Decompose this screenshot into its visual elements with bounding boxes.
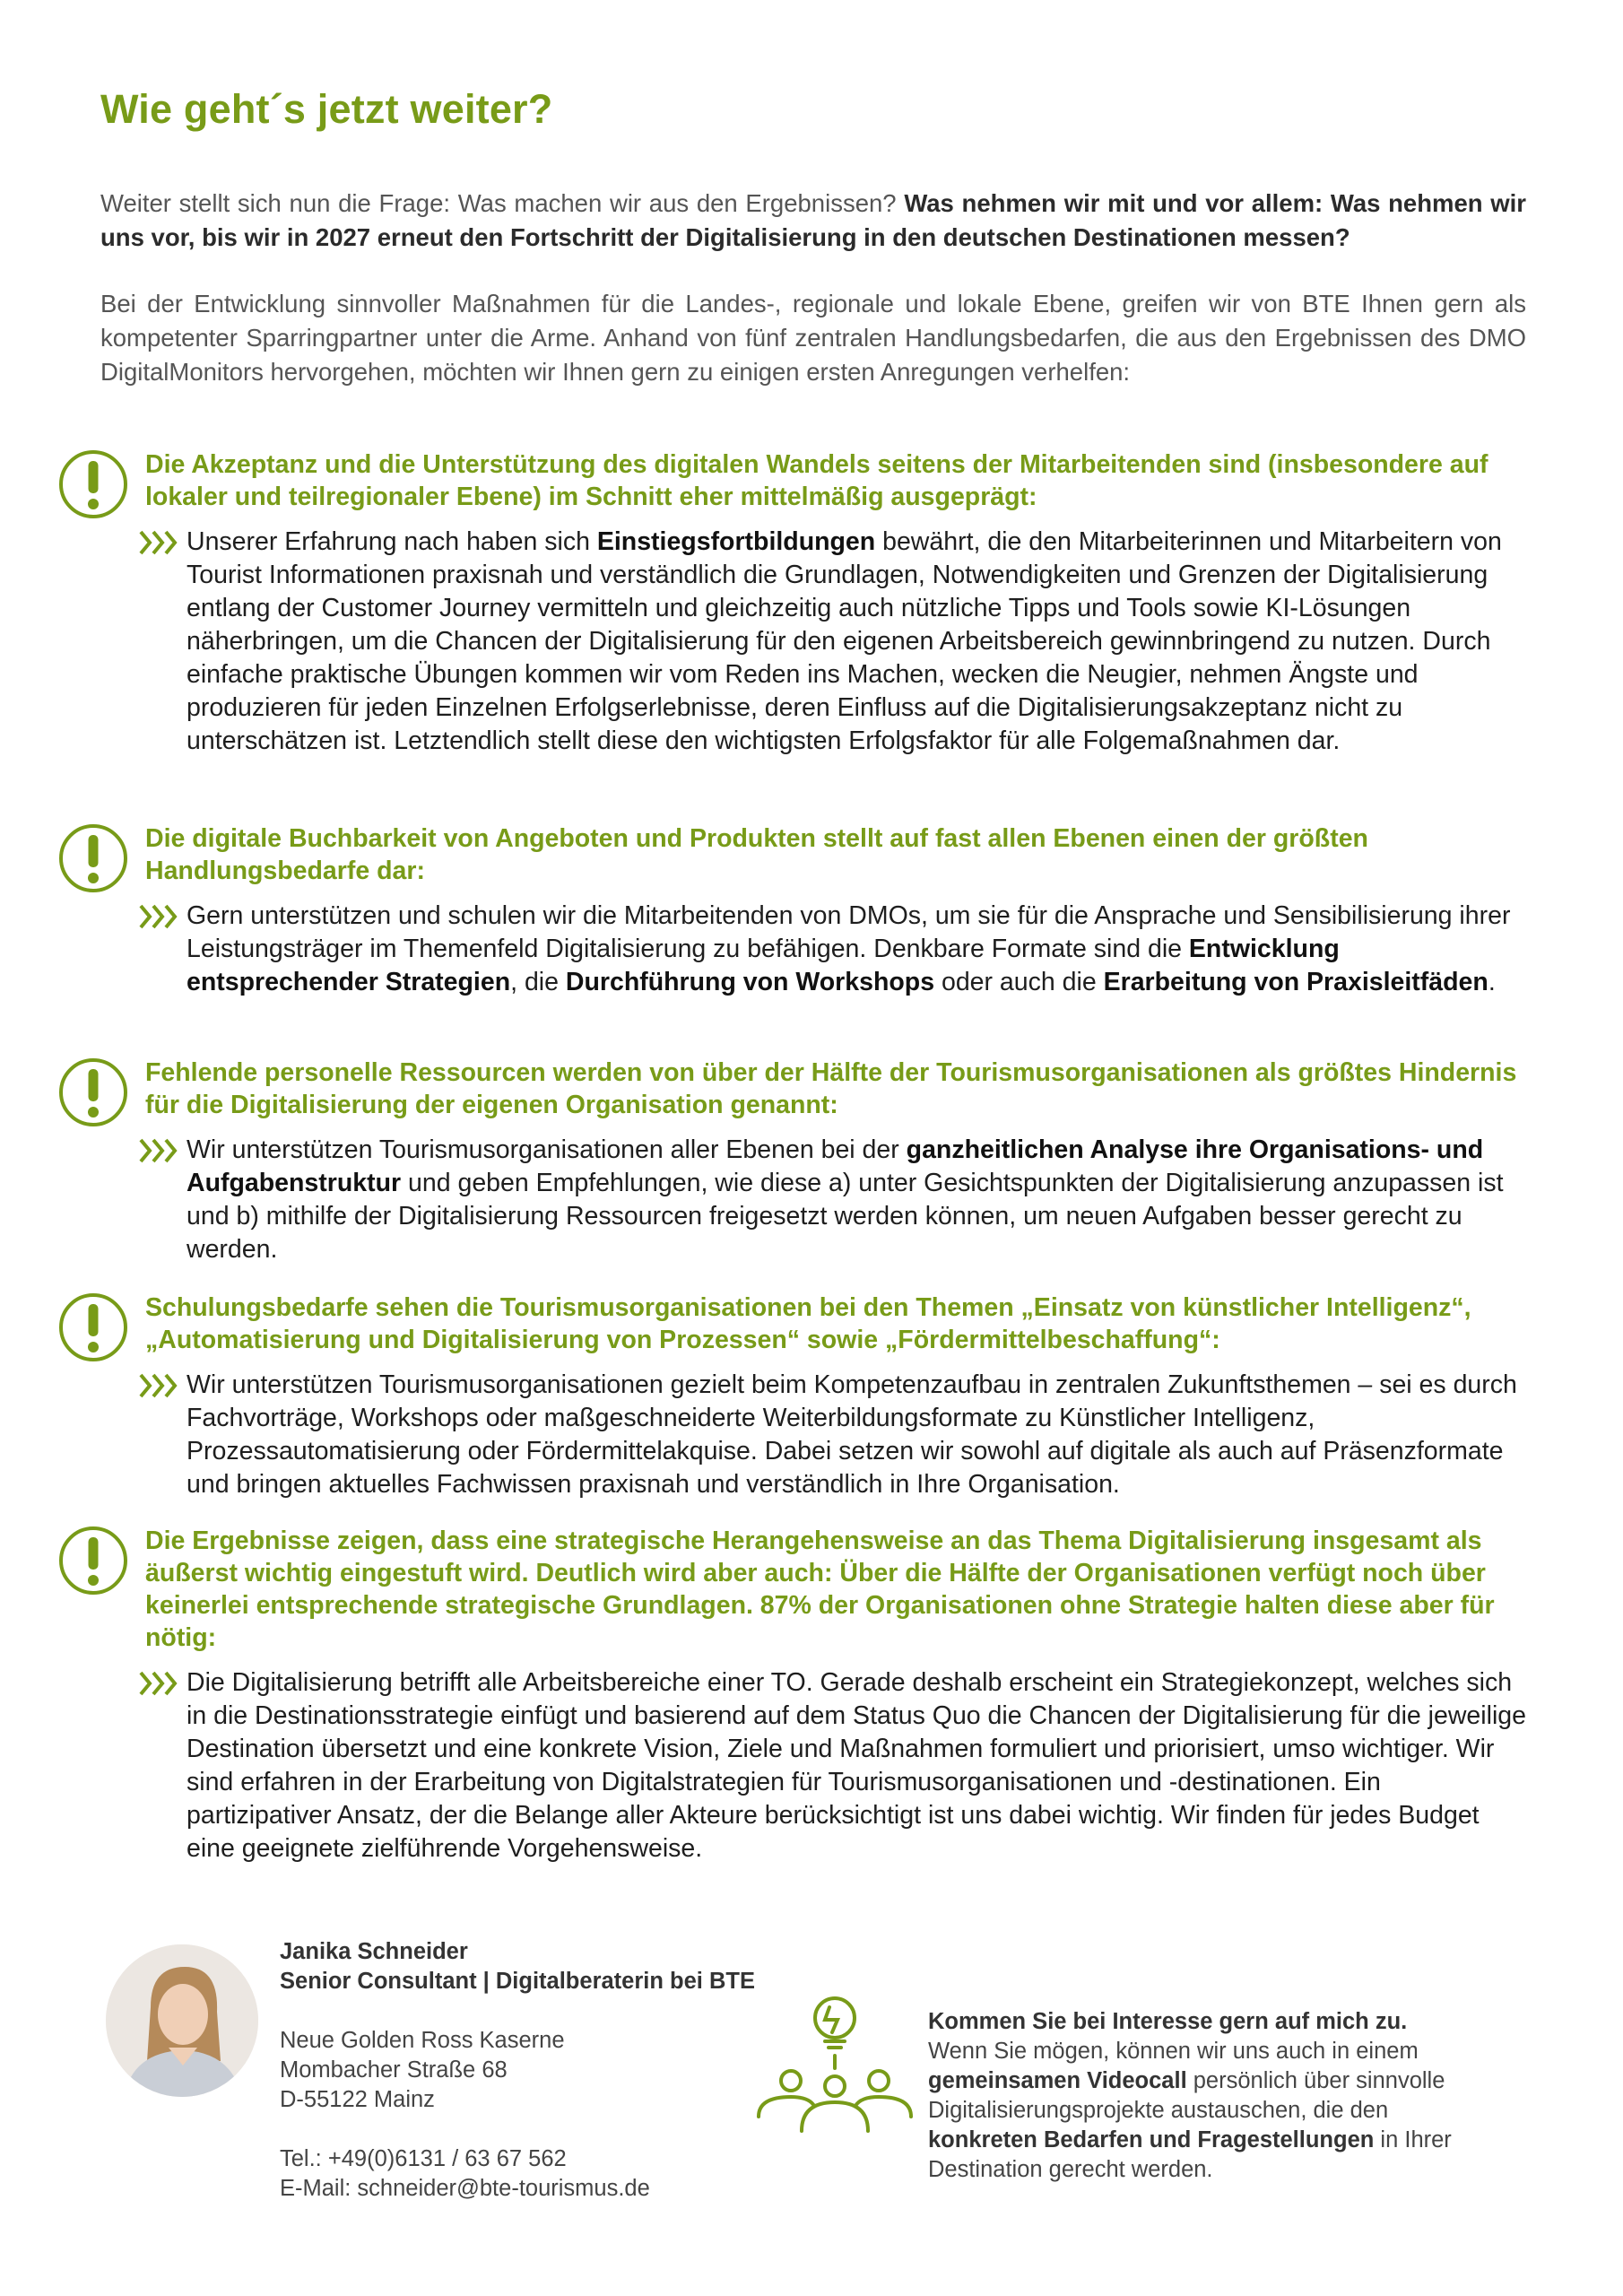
exclamation-circle-icon — [57, 1292, 129, 1363]
block-text — [138, 1134, 1528, 1266]
text-run: . — [1488, 968, 1496, 996]
page-title: Wie geht´s jetzt weiter? — [100, 86, 553, 132]
text-emphasis: konkreten Bedarfen und Fragestellungen — [928, 2127, 1375, 2152]
action-block-4 — [57, 1292, 1528, 1501]
text-run: Wir unterstützen Tourismusorganisationen aller Ebenen bei der — [187, 1135, 907, 1164]
contact-role: Senior Consultant | Digitalberaterin bei BTE — [280, 1969, 755, 1994]
triple-chevron-icon — [138, 1372, 181, 1399]
block-heading: Die Ergebnisse zeigen, dass eine strategische Herangehensweise an das Thema Digitalisierung insgesamt als äußerst wichtig eingestuft wird. Deutlich wird aber auch: Über die Hälfte der Organisationen verfügt noch über keinerlei entsprechende strategische Grundlagen. 87% der Organisationen ohne Strategie halten diese aber für nötig: — [145, 1526, 1495, 1652]
portrait-photo — [106, 1944, 258, 2097]
intro-paragraph-1 — [100, 187, 1526, 255]
contact-email: E-Mail: schneider@bte-tourismus.de — [280, 2176, 650, 2201]
text-emphasis: ganzheitlichen Analyse ihre Organisations- und Aufgabenstruktur — [187, 1135, 1484, 1197]
contact-phone: Tel.: +49(0)6131 / 63 67 562 — [280, 2146, 567, 2171]
intro-text: Weiter stellt sich nun die Frage: Was machen wir aus den Ergebnissen? — [100, 189, 905, 217]
contact-address-line: D-55122 Mainz — [280, 2087, 435, 2112]
triple-chevron-icon — [138, 1670, 181, 1697]
exclamation-circle-icon — [57, 448, 129, 520]
text-run: Gern unterstützen und schulen wir die Mitarbeitenden von DMOs, um sie für die Ansprache und Sensibilisierung ihrer Leistungsträger im Themenfeld Digitalisierung zu befähigen. Denkbare Formate sind die — [187, 901, 1511, 963]
action-block-1 — [57, 448, 1528, 758]
action-block-5 — [57, 1525, 1528, 1866]
team-idea-icon — [755, 1991, 915, 2135]
cta-text — [928, 2037, 1484, 2185]
block-heading: Die digitale Buchbarkeit von Angeboten und Produkten stellt auf fast allen Ebenen einen der größten Handlungsbedarfe dar: — [145, 824, 1368, 885]
text-run: oder auch die — [934, 968, 1104, 996]
text-emphasis: gemeinsamen Videocall — [928, 2068, 1187, 2093]
text-run: Wir unterstützen Tourismusorganisationen gezielt beim Kompetenzaufbau in zentralen Zukunftsthemen – sei es durch Fachvorträge, Workshops oder maßgeschneiderte Weiterbildungsformate zu Künstlicher Intelligenz, Prozessautomatisierung oder Fördermittelakquise. Dabei setzen wir sowohl auf digitale als auch auf Präsenzformate und bringen aktuelles Fachwissen praxisnah und verständlich in Ihre Organisation. — [187, 1370, 1517, 1499]
block-heading: Die Akzeptanz und die Unterstützung des digitalen Wandels seitens der Mitarbeitenden sind (insbesondere auf lokaler und teilregionaler Ebene) im Schnitt eher mittelmäßig ausgeprägt: — [145, 450, 1488, 511]
action-block-3 — [57, 1057, 1528, 1266]
contact-card — [280, 1937, 755, 2204]
text-run: bewährt, die den Mitarbeiterinnen und Mitarbeitern von Tourist Informationen praxisnah und verständlich die Grundlagen, Notwendigkeiten und Grenzen der Digitalisierung entlang der Customer Journey vermitteln und gleichzeitig auch nützliche Tipps und Tools sowie KI-Lösungen näherbringen, um die Chancen der Digitalisierung für den eigenen Arbeitsbereich gewinnbringend zu nutzen. Durch einfache praktische Übungen kommen wir vom Reden ins Machen, wecken die Neugier, nehmen Ängste und produzieren für jeden Einzelnen Erfolgserlebnisse, deren Einfluss auf die Digitalisierungsakzeptanz nicht zu unterschätzen ist. Letztendlich stellt diese den wichtigsten Erfolgsfaktor für alle Folgemaßnahmen dar. — [187, 527, 1502, 755]
avatar — [106, 1944, 258, 2097]
text-run: und geben Empfehlungen, wie diese a) unter Gesichtspunkten der Digitalisierung anzupassen ist und b) mithilfe der Digitalisierung Ressourcen freigesetzt werden können, um neuen Aufgaben besser gerecht zu werden. — [187, 1169, 1504, 1264]
intro-paragraph-2: Bei der Entwicklung sinnvoller Maßnahmen für die Landes-, regionale und lokale Ebene, greifen wir von BTE Ihnen gern als kompetenter Sparringpartner unter die Arme. Anhand von fünf zentralen Handlungsbedarfen, die aus den Ergebnissen des DMO DigitalMonitors hervorgehen, möchten wir Ihnen gern zu einigen ersten Anregungen verhelfen: — [100, 290, 1526, 386]
exclamation-circle-icon — [57, 1057, 129, 1128]
text-emphasis: Durchführung von Workshops — [565, 968, 935, 996]
contact-address-line: Neue Golden Ross Kaserne — [280, 2028, 565, 2053]
block-heading: Schulungsbedarfe sehen die Tourismusorganisationen bei den Themen „Einsatz von künstlicher Intelligenz“, „Automatisierung und Digitalisierung von Prozessen“ sowie „Fördermittelbeschaffung“: — [145, 1293, 1471, 1354]
text-emphasis: Entwicklung entsprechender Strategien — [187, 935, 1340, 996]
intro-emphasis: Was nehmen wir mit und vor allem: Was nehmen wir uns vor, bis wir in 2027 erneut den Fortschritt der Digitalisierung in den deutschen Destinationen messen? — [100, 189, 1526, 251]
exclamation-circle-icon — [57, 822, 129, 894]
text-emphasis: Einstiegsfortbildungen — [596, 527, 876, 556]
call-to-action — [928, 2007, 1484, 2185]
block-text — [138, 1369, 1528, 1501]
exclamation-circle-icon — [57, 1525, 129, 1596]
block-heading: Fehlende personelle Ressourcen werden von über der Hälfte der Tourismusorganisationen als größtes Hindernis für die Digitalisierung der eigenen Organisation genannt: — [145, 1058, 1517, 1119]
cta-heading: Kommen Sie bei Interesse gern auf mich zu. — [928, 2009, 1408, 2034]
text-run: Die Digitalisierung betrifft alle Arbeitsbereiche einer TO. Gerade deshalb erscheint ein Strategiekonzept, welches sich in die Destinationsstrategie einfügt und basierend auf dem Status Quo die Chancen der Digitalisierung für die jeweilige Destination übersetzt und eine konkrete Vision, Ziele und Maßnahmen formuliert und priorisiert, umso wichtiger. Wir sind erfahren in der Erarbeitung von Digitalstrategien für Tourismusorganisationen und -destinationen. Ein partizipativer Ansatz, der die Belange aller Akteure berücksichtigt ist uns dabei wichtig. Wir finden für jedes Budget eine geeignete zielführende Vorgehensweise. — [187, 1668, 1526, 1863]
text-emphasis: Erarbeitung von Praxisleitfäden — [1103, 968, 1488, 996]
text-run: Unserer Erfahrung nach haben sich — [187, 527, 597, 556]
block-text — [138, 900, 1528, 999]
block-text — [138, 526, 1528, 758]
text-run: in Ihrer Destination gerecht werden. — [928, 2127, 1452, 2182]
text-run: Wenn Sie mögen, können wir uns auch in einem — [928, 2039, 1419, 2064]
triple-chevron-icon — [138, 529, 181, 556]
triple-chevron-icon — [138, 903, 181, 930]
block-text — [138, 1666, 1528, 1866]
text-run: , die — [510, 968, 566, 996]
text-run: persönlich über sinnvolle Digitalisierungsprojekte austauschen, die den — [928, 2068, 1445, 2123]
triple-chevron-icon — [138, 1137, 181, 1164]
contact-name: Janika Schneider — [280, 1939, 468, 1964]
contact-address-line: Mombacher Straße 68 — [280, 2057, 508, 2083]
action-block-2 — [57, 822, 1528, 999]
